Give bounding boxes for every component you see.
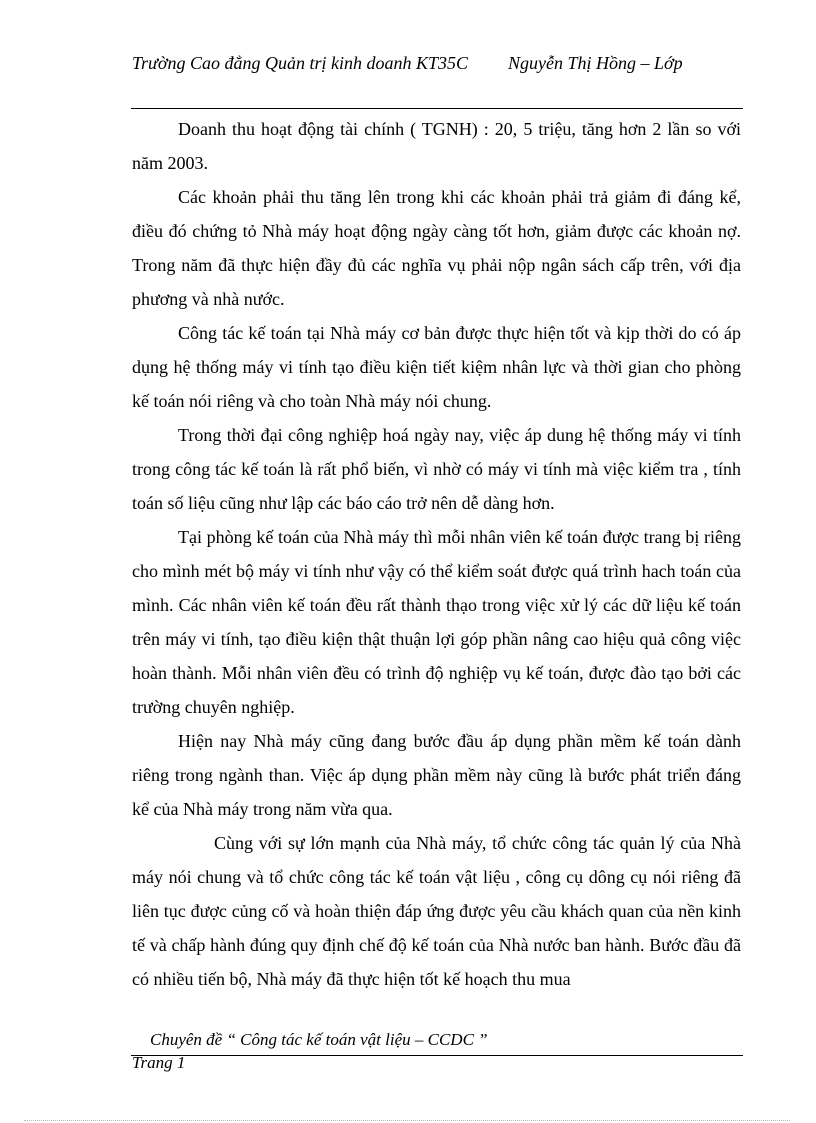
footer-divider xyxy=(131,1055,743,1056)
header-author: Nguyễn Thị Hồng – Lớp xyxy=(508,53,683,73)
paragraph: Các khoản phải thu tăng lên trong khi các khoản phải trả giảm đi đáng kể, điều đó chứng tỏ Nhà máy hoạt động ngày càng tốt hơn, giảm được các khoản nợ. Trong năm đã thực hiện đầy đủ các nghĩa vụ phải nộp ngân sách cấp trên, với địa phương và nhà nước. xyxy=(132,187,741,309)
paragraph: Công tác kế toán tại Nhà máy cơ bản được thực hiện tốt và kịp thời do có áp dụng hệ thống máy vi tính tạo điều kiện tiết kiệm nhân lực và thời gian cho phòng kế toán nói riêng và cho toàn Nhà máy nói chung. xyxy=(132,323,741,411)
footer-title: Chuyên đề “ Công tác kế toán vật liệu – CCDC ” xyxy=(150,1030,488,1049)
page-edge-divider xyxy=(24,1120,790,1121)
page-number: Trang 1 xyxy=(132,1053,186,1072)
paragraph: Doanh thu hoạt động tài chính ( TGNH) : 20, 5 triệu, tăng hơn 2 lần so với năm 2003. xyxy=(132,119,741,173)
paragraph: Cùng với sự lớn mạnh của Nhà máy, tổ chức công tác quản lý của Nhà máy nói chung và tổ chức công tác kế toán vật liệu , công cụ dông cụ nói riêng đã liên tục được củng cố và hoàn thiện đáp ứng được yêu cầu khách quan của nền kinh tế và chấp hành đúng quy định chế độ kế toán của Nhà nước ban hành. Bước đầu đã có nhiều tiến bộ, Nhà máy đã thực hiện tốt kế hoạch thu mua xyxy=(132,833,741,989)
paragraph: Trong thời đại công nghiệp hoá ngày nay, việc áp dung hệ thống máy vi tính trong công tác kế toán là rất phổ biến, vì nhờ có máy vi tính mà việc kiểm tra , tính toán số liệu cũng như lập các báo cáo trở nên dễ dàng hơn. xyxy=(132,425,741,513)
document-body xyxy=(132,112,741,996)
paragraph: Tại phòng kế toán của Nhà máy thì mỗi nhân viên kế toán được trang bị riêng cho mình mét bộ máy vi tính như vậy có thể kiểm soát được quá trình hach toán của mình. Các nhân viên kế toán đều rất thành thạo trong việc xử lý các dữ liệu kế toán trên máy vi tính, tạo điều kiện thật thuận lợi góp phần nâng cao hiệu quả công việc hoàn thành. Mỗi nhân viên đều có trình độ nghiệp vụ kế toán, được đào tạo bởi các trường chuyên nghiệp. xyxy=(132,527,741,717)
paragraph: Hiện nay Nhà máy cũng đang bước đầu áp dụng phần mềm kế toán dành riêng trong ngành than. Việc áp dụng phần mềm này cũng là bước phát triển đáng kể của Nhà máy trong năm vừa qua. xyxy=(132,731,741,819)
header-school: Trường Cao đẳng Quản trị kinh doanh KT35C xyxy=(132,53,468,73)
header-divider xyxy=(131,108,743,109)
